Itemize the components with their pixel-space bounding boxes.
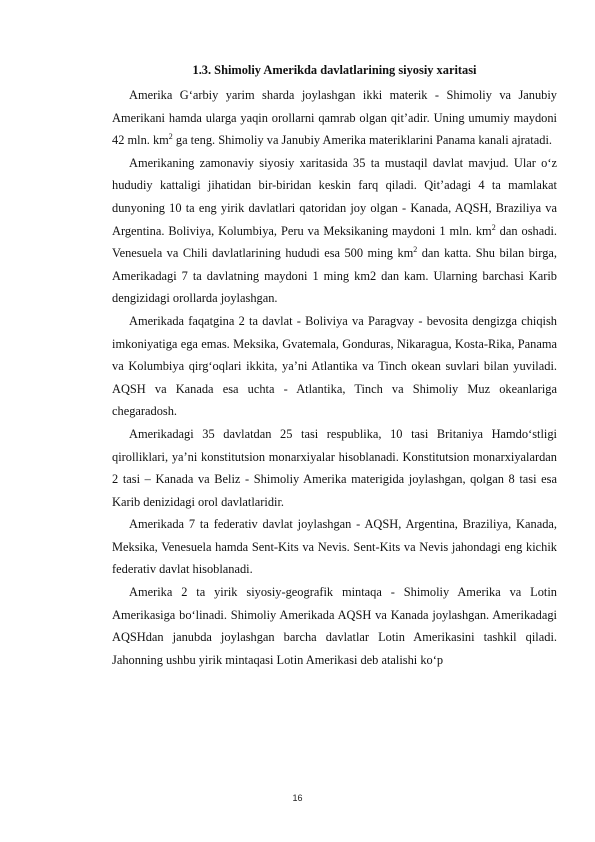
paragraph-3: Amerikada faqatgina 2 ta davlat - Boliviya va Paragvay - bevosita dengizga chiqish imkoniyatiga ega emas. Meksika, Gvatemala, Gonduras, Nikaragua, Kosta-Rika, Panama va Kolumbiya qirg‘oqlari ikkita, ya’ni Atlantika va Tinch okean suvlari bilan yuviladi. AQSH va Kanada esa uchta - Atlantika, Tinch va Shimoliy Muz okeanlariga chegaradosh. xyxy=(112,313,557,419)
paragraph-1: Amerika G‘arbiy yarim sharda joylashgan ikki materik - Shimoliy va Janubiy Amerikani hamda ularga yaqin orollarni qamrab olgan qit’adir. Uning umumiy maydoni 42 mln. $km^2$ ga teng. Shimoliy va Janubiy Amerika materiklarini Panama kanali ajratadi. xyxy=(112,88,557,148)
paragraph-4: Amerikadagi 35 davlatdan 25 tasi respublika, 10 tasi Britaniya Hamdo‘stligi qirolliklari, ya’ni konstitutsion monarxiyalar hisoblanadi. Konstitutsion monarxiyalardan 2 tasi – Kanada va Beliz - Shimoliy Amerika materigida joylashgan, qolgan 8 tasi esa Karib denizidagi orol davlatlaridir. xyxy=(112,426,557,509)
paragraph-5: Amerikada 7 ta federativ davlat joylashgan - AQSH, Argentina, Braziliya, Kanada, Meksika, Venesuela hamda Sent-Kits va Nevis. Sent-Kits va Nevis jahondagi eng kichik federativ davlat hisoblanadi. xyxy=(112,517,557,577)
paragraph-6: Amerika 2 ta yirik siyosiy-geografik mintaqa - Shimoliy Amerika va Lotin Amerikasiga bo‘linadi. Shimoliy Amerikada AQSH va Kanada joylashgan. Amerikadagi AQSHdan janubda joylashgan barcha davlatlar Lotin Amerikasini tashkil qiladi. Jahonning ushbu yirik mintaqasi Lotin Amerikasi deb atalishi ko‘p xyxy=(112,585,557,667)
paragraph-2: Amerikaning zamonaviy siyosiy xaritasida 35 ta mustaqil davlat mavjud. Ular o‘z hududiy kattaligi jihatidan bir-biridan keskin farq qiladi. Qit’adagi 4 ta mamlakat dunyoning 10 ta eng yirik davlatlari qatoridan joy olgan - Kanada, AQSH, Braziliya va Argentina. Boliviya, Kolumbiya, Peru va Meksikaning maydoni 1 mln. $km^2$ dan oshadi. Venesuela va Chili davlatlarining hududi esa 500 ming $km^2$ dan katta. Shu bilan birga, Amerikadagi 7 ta davlatning maydoni 1 ming km2 dan kam. Ularning barchasi Karib dengizidagi orollarda joylashgan. xyxy=(112,155,557,306)
document-page xyxy=(112,62,557,671)
page-number: 16 xyxy=(292,793,303,803)
section-title: 1.3. Shimoliy Amerikda davlatlarining siyosiy xaritasi xyxy=(192,63,477,77)
